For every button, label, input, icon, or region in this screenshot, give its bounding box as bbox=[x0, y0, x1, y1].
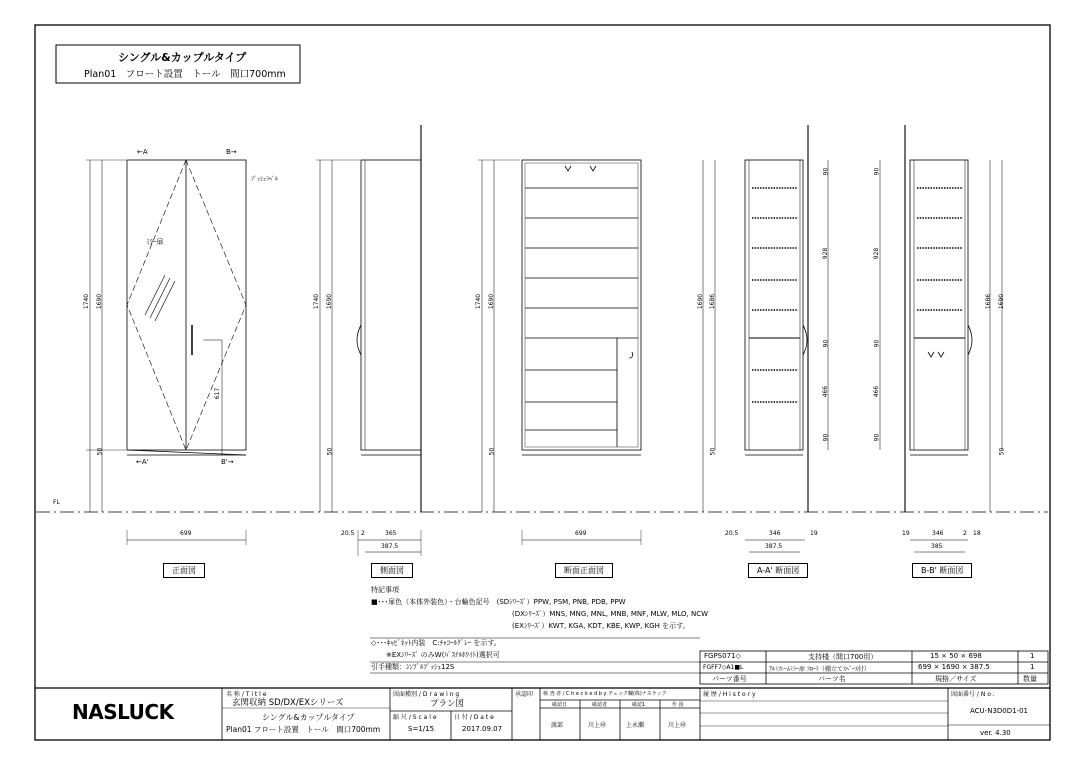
tb-scale: S=1/15 bbox=[408, 725, 435, 733]
notes-line-6: 引手種類：ｼﾝﾌﾟﾙﾌﾟｯｼｭ12S bbox=[371, 663, 455, 671]
dim-sf-699: 699 bbox=[575, 530, 587, 537]
tb-date-label: 日 付 / D a t e bbox=[454, 714, 494, 721]
notes-line-3: (EXｼﾘｰｽﾞ）KWT, KGA, KDT, KBE, KWP, KGH を示す。 bbox=[512, 622, 690, 630]
dim-front-50: 50 bbox=[96, 447, 104, 456]
tb-check-h2: 確認者 bbox=[592, 702, 608, 708]
dim-bb-90-top: 90 bbox=[873, 167, 881, 176]
section-mark-a-top: ←A bbox=[137, 148, 148, 156]
sheet-border bbox=[35, 25, 1050, 740]
tb-check-v1: 渡部 bbox=[551, 722, 564, 729]
dim-aa-90-bot: 90 bbox=[822, 433, 830, 442]
dim-front-699: 699 bbox=[180, 530, 192, 537]
tb-version: ver. 4.30 bbox=[980, 729, 1011, 737]
notes-line-5: ※EXｼﾘｰｽﾞ のみW(ﾊﾟｽﾃﾙﾎﾜｲﾄ)選択可 bbox=[386, 651, 500, 659]
dim-aa-90-top: 90 bbox=[822, 167, 830, 176]
dim-sf-1740: 1740 bbox=[475, 293, 483, 310]
section-bb-view bbox=[880, 125, 1002, 552]
dim-bb-2: 2 bbox=[963, 530, 967, 537]
tb-drawing-label: 図面種別 / D r a w i n g bbox=[393, 691, 460, 698]
tb-number-label: 図面番号 / N o . bbox=[951, 691, 995, 698]
dim-side-1690: 1690 bbox=[326, 293, 334, 310]
part-row-2-size: 699 × 1690 × 387.5 bbox=[918, 663, 990, 671]
tb-date: 2017.09.07 bbox=[462, 725, 503, 733]
page-title: シングル&カップルタイプ bbox=[118, 51, 247, 64]
tb-title-line-2: シングル&カップルタイプ bbox=[262, 713, 355, 722]
push-label-callout: ﾌﾟｯｼｭﾗﾍﾞﾙ bbox=[251, 176, 279, 183]
dim-aa-20-5: 20.5 bbox=[725, 530, 739, 537]
tb-title-label: 名 称 / T i t l e bbox=[226, 691, 267, 698]
fl-mark: FL bbox=[53, 499, 60, 506]
section-mark-b-top: B→ bbox=[226, 148, 237, 156]
dim-sf-1690: 1690 bbox=[488, 293, 496, 310]
tb-drawing-type: プラン図 bbox=[430, 699, 465, 709]
section-aa-shelves bbox=[752, 188, 798, 402]
tb-check-v3: 上永瀬 bbox=[626, 722, 645, 729]
dim-side-50: 50 bbox=[326, 447, 334, 456]
part-row-2-qty: 1 bbox=[1030, 663, 1035, 671]
parts-header-name: パーツ名 bbox=[818, 675, 846, 683]
caption-side-view: 側面図 bbox=[371, 563, 413, 578]
dim-aa-19: 19 bbox=[810, 530, 818, 537]
mirror-door-label: ﾐﾗｰ扉 bbox=[146, 238, 164, 246]
dim-front-1690: 1690 bbox=[96, 293, 104, 310]
tb-check-h1: 確認日 bbox=[552, 702, 568, 708]
side-view bbox=[316, 125, 421, 556]
parts-header-qty: 数量 bbox=[1023, 675, 1037, 683]
company-logo bbox=[72, 700, 174, 724]
dim-sf-50: 50 bbox=[488, 447, 496, 456]
dim-front-617: 617 bbox=[214, 387, 222, 400]
dim-side-2: 2 bbox=[361, 530, 365, 537]
tb-check-v4: 川上㊞ bbox=[668, 722, 687, 729]
section-front-view bbox=[478, 160, 641, 545]
dim-front-1740: 1740 bbox=[83, 293, 91, 310]
dim-bb-19: 19 bbox=[902, 530, 910, 537]
parts-header-size: 規格／サイズ bbox=[935, 675, 977, 683]
part-row-2-code: FGFF7◇A1■L bbox=[703, 664, 744, 671]
tb-drawing-number: ACU-N3D0D1-01 bbox=[970, 707, 1029, 715]
dim-bb-1686: 1686 bbox=[985, 293, 993, 310]
notes-line-4: ◇･･･ｷｬﾋﾞﾈｯﾄ内装 C:ﾁｬｺｰﾙｸﾞﾚｰ を示す。 bbox=[371, 639, 501, 647]
dim-side-1740: 1740 bbox=[313, 293, 321, 310]
part-row-2-name: ｱﾙﾐﾌﾚｰﾑﾐﾗｰ扉 ﾌﾛｰﾄ（棚立てｽﾍﾟｰｽ付） bbox=[769, 666, 870, 673]
dim-aa-928: 928 bbox=[822, 247, 830, 260]
section-aa-view bbox=[703, 125, 828, 552]
dim-bb-50: 50 bbox=[998, 447, 1006, 456]
tb-check-label: 検 査 者 / C h e c k e d b y チェック欄(株)ナスラック bbox=[543, 691, 667, 697]
dim-aa-50: 50 bbox=[709, 447, 717, 456]
page-subtitle: Plan01 フロート設置 トール 間口700mm bbox=[84, 69, 286, 80]
caption-section-bb: B-B' 断面図 bbox=[912, 563, 972, 578]
dim-side-20-5: 20.5 bbox=[341, 530, 355, 537]
tb-check-v2: 川上㊞ bbox=[588, 722, 607, 729]
dim-bb-346: 346 bbox=[932, 530, 944, 537]
tb-check-h3: 確認1 bbox=[632, 702, 646, 708]
dim-bb-90-mid: 90 bbox=[873, 339, 881, 348]
caption-section-front: 断面正面図 bbox=[555, 563, 613, 578]
tb-check-h4: 作 図 bbox=[672, 702, 684, 708]
part-row-1-name: 支持棧（間口700用） bbox=[808, 653, 878, 661]
dim-side-365: 365 bbox=[385, 530, 397, 537]
front-view bbox=[86, 160, 246, 545]
dim-aa-90-mid: 90 bbox=[822, 339, 830, 348]
dim-aa-387-5: 387.5 bbox=[765, 543, 783, 550]
part-row-1-qty: 1 bbox=[1030, 652, 1035, 660]
dim-aa-1686: 1686 bbox=[709, 293, 717, 310]
tb-scale-label: 縮 尺 / S c a l e bbox=[393, 714, 437, 721]
tb-title-line-3: Plan01 フロート設置 トール 間口700mm bbox=[226, 725, 381, 734]
parts-header-code: パーツ番号 bbox=[712, 675, 747, 683]
part-row-1-code: FGPS071◇ bbox=[704, 652, 741, 660]
logo-text: NASLUCK bbox=[72, 700, 174, 724]
dim-aa-1690: 1690 bbox=[697, 293, 705, 310]
dim-bb-90-bot: 90 bbox=[873, 433, 881, 442]
dim-aa-346: 346 bbox=[769, 530, 781, 537]
caption-front-view: 正面図 bbox=[163, 563, 205, 578]
dim-aa-466: 466 bbox=[822, 385, 830, 398]
section-mark-b-bottom: B'→ bbox=[221, 458, 234, 466]
tb-title-line-1: 玄関収納 SD/DX/EXシリーズ bbox=[232, 698, 344, 708]
dim-bb-928: 928 bbox=[873, 247, 881, 260]
dim-bb-466: 466 bbox=[873, 385, 881, 398]
tb-history-label: 履 歴 / H i s t o r y bbox=[703, 691, 756, 698]
dim-bb-385: 385 bbox=[931, 543, 943, 550]
section-bb-shelves bbox=[917, 188, 963, 310]
part-row-1-size: 15 × 50 × 698 bbox=[930, 652, 982, 660]
notes-heading: 特記事項 bbox=[371, 586, 399, 594]
notes-line-2: (DXｼﾘｰｽﾞ）MNS, MNG, MNL, MNB, MNF, MLW, MLO, NCW bbox=[512, 610, 709, 618]
notes-line-1: ■･･･扉色（本体外装色）・台輪色記号 (SDｼﾘｰｽﾞ）PPW, PSM, PNB, PDB, PPW bbox=[371, 598, 626, 606]
section-mark-a-bottom: ←A' bbox=[136, 458, 149, 466]
tb-approved-label: 承認印 bbox=[515, 691, 534, 698]
caption-section-aa: A-A' 断面図 bbox=[748, 563, 808, 578]
dim-side-387-5: 387.5 bbox=[381, 543, 399, 550]
dim-bb-18: 18 bbox=[973, 530, 981, 537]
dim-bb-1690: 1690 bbox=[998, 293, 1006, 310]
